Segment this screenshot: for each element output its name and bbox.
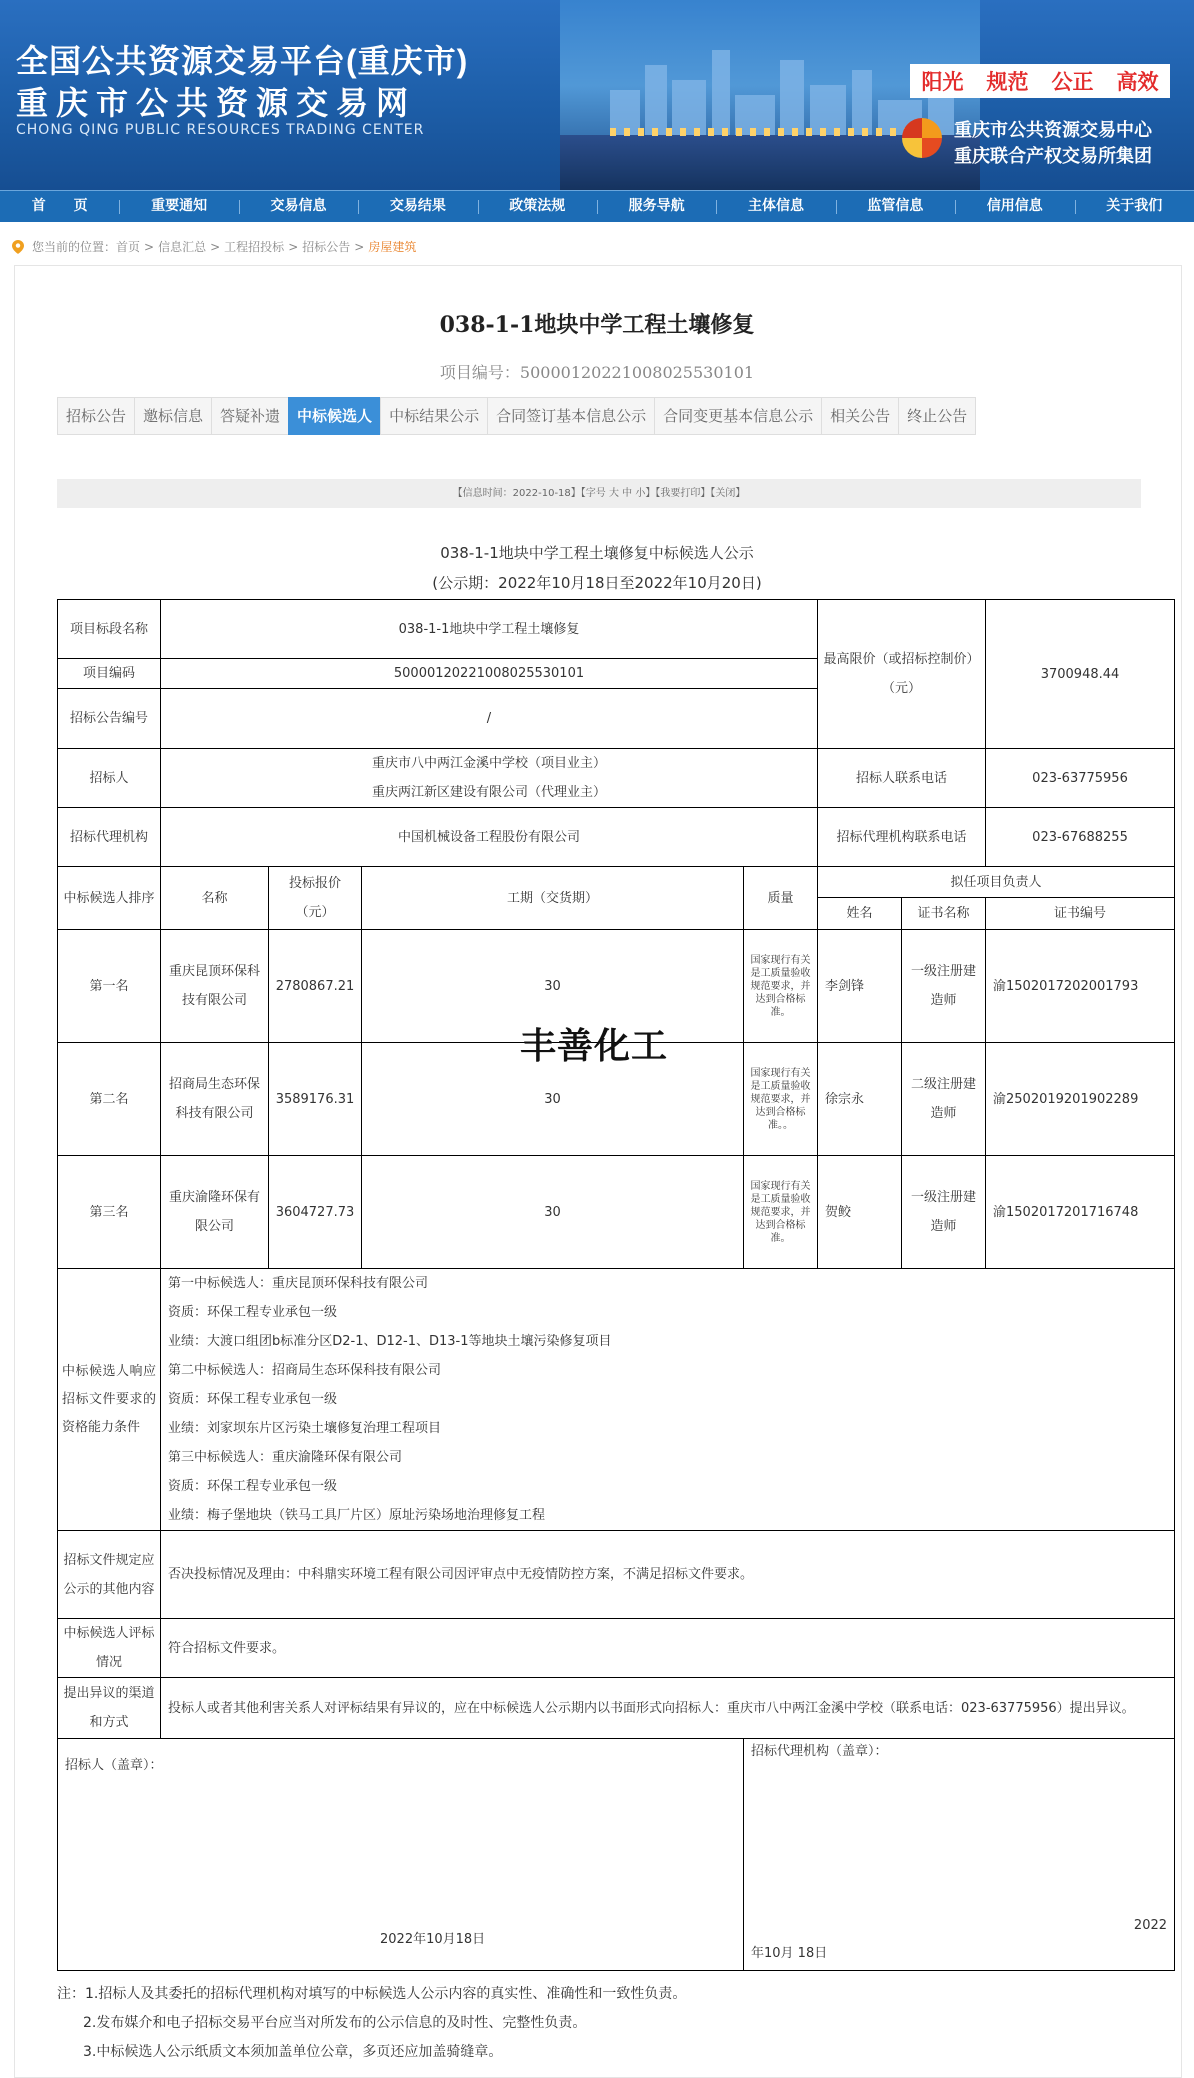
qualification-line: 业绩：梅子堡地块（铁马工具厂片区）原址污染场地治理修复工程 (168, 1508, 546, 1523)
label-agency-phone: 招标代理机构联系电话 (818, 808, 986, 867)
candidate-cert: 一级注册建造师 (902, 930, 986, 1043)
candidate-cert-no: 渝1502017202001793 (986, 930, 1175, 1043)
font-medium-button[interactable]: 中 (622, 488, 633, 499)
value-tenderer (161, 749, 818, 808)
footnote-2: 2.发布媒介和电子招标交易平台应当对所发布的公示信息的及时性、完整性负责。 (83, 2015, 587, 2031)
close-button[interactable]: 【关闭】 (710, 488, 746, 499)
project-code: 项目编号：500001202210080255301​01 (439, 363, 755, 382)
candidate-period: 30 (362, 930, 744, 1043)
candidate-person: 李剑锋 (818, 930, 902, 1043)
breadcrumb-sep: > (288, 239, 299, 254)
breadcrumb-tender-notices[interactable]: 招标公告 (302, 240, 351, 254)
breadcrumb-home[interactable]: 首页 (116, 240, 141, 254)
header-person: 姓名 (818, 898, 902, 930)
tab-invitation[interactable]: 邀标信息 (134, 397, 212, 435)
candidate-quality: 国家现行有关是工质量验收规范要求，并达到合格标准。。 (744, 1043, 818, 1156)
candidate-cert: 一级注册建造师 (902, 1156, 986, 1269)
breadcrumb-prefix: 您当前的位置： (32, 240, 117, 254)
header-price: 投标报价（元） (269, 867, 362, 930)
table-row (58, 1156, 1175, 1269)
site-title: 全国公共资源交易平台(重庆市) (16, 43, 469, 79)
info-time: 【信息时间：2022-10-18】 (452, 488, 581, 499)
candidate-period: 30 (362, 1043, 744, 1156)
tenderer-line-2: 重庆两江新区建设有限公司（代理业主） (371, 785, 606, 800)
font-large-button[interactable]: 大 (608, 488, 619, 499)
value-objection: 投标人或者其他利害关系人对评标结果有异议的，应在中标候选人公示期内以书面形式向招标人：重庆市八中两江金溪中学校（联系电话：023-63775956）提出异议。 (161, 1678, 1175, 1739)
site-title-english: CHONG QING PUBLIC RESOURCES TRADING CENTER (16, 122, 425, 138)
candidate-price: 3604727.73 (269, 1156, 362, 1269)
nav-supervision[interactable]: 监管信息 (836, 191, 955, 222)
label-project-code: 项目编码 (58, 659, 161, 689)
value-tenderer-phone: 023-63775956 (986, 749, 1175, 808)
org-name-1: 重庆市公共资源交易中心 (954, 120, 1152, 141)
value-qualification (161, 1269, 1175, 1531)
value-notice-no: / (161, 689, 818, 749)
slogan-item: 阳光 (921, 71, 964, 94)
nav-about[interactable]: 关于我们 (1075, 191, 1194, 222)
footnote-3: 3.中标候选人公示纸质文本须加盖单位公章，多页还应加盖骑缝章。 (83, 2044, 503, 2060)
breadcrumb-sep: > (354, 239, 365, 254)
header-cert-no: 证书编号 (986, 898, 1175, 930)
print-button[interactable]: 【我要打印】 (655, 488, 711, 499)
value-section-name: 038-1-1地块中学工程土壤修复 (161, 600, 818, 659)
tab-candidates[interactable]: 中标候选人 (288, 397, 381, 435)
tab-contract-change[interactable]: 合同变更基本信息公示 (654, 397, 822, 435)
value-other-content: 否决投标情况及理由：中科鼎实环境工程有限公司因评审点中无疫情防控方案，不满足招标文件要求。 (161, 1531, 1175, 1619)
candidate-name: 重庆昆顶环保科技有限公司 (161, 930, 269, 1043)
qualification-line: 资质：环保工程专业承包一级 (168, 1392, 338, 1407)
agency-seal-year: 2022 (1133, 1918, 1168, 1933)
tab-termination[interactable]: 终止公告 (898, 397, 976, 435)
tab-related[interactable]: 相关公告 (821, 397, 899, 435)
nav-home[interactable]: 首 页 (31, 198, 88, 214)
label-tenderer-phone: 招标人联系电话 (818, 749, 986, 808)
qualification-line: 第二中标候选人：招商局生态环保科技有限公司 (168, 1363, 442, 1378)
tenderer-line-1: 重庆市八中两江金溪中学校（项目业主） (371, 756, 606, 771)
breadcrumb-current[interactable]: 房屋建筑 (368, 240, 417, 254)
header-manager: 拟任项目负责人 (818, 867, 1175, 898)
nav-services[interactable]: 服务导航 (597, 191, 716, 222)
label-other-content: 招标文件规定应公示的其他内容 (58, 1531, 161, 1619)
tab-qa[interactable]: 答疑补遗 (211, 397, 289, 435)
tenderer-seal-cell (58, 1739, 744, 1971)
value-agency-phone: 023-67688255 (986, 808, 1175, 867)
notice-period: (公示期：2022年10月18日至2022年10月20日) (432, 574, 762, 592)
footnote-1: 注：1.招标人及其委托的招标代理机构对填写的中标候选人公示内容的真实性、准确性和一致性负责。 (57, 1986, 687, 2002)
nav-trade-info[interactable]: 交易信息 (239, 191, 358, 222)
candidate-quality: 国家现行有关是工质量验收规范要求，并达到合格标准。 (744, 1156, 818, 1269)
candidate-rank: 第二名 (58, 1043, 161, 1156)
candidate-rank: 第一名 (58, 930, 161, 1043)
label-qualification: 中标候选人响应招标文件要求的资格能力条件 (58, 1269, 161, 1531)
font-small-button[interactable]: 小】 (635, 488, 656, 499)
value-project-code: 500001202210080255301​01 (161, 659, 818, 689)
page-title: 038-1-1地块中学工程土壤修复 (439, 312, 755, 338)
info-bar (57, 479, 1141, 508)
tenderer-seal-label: 招标人（盖章）： (65, 1758, 163, 1773)
label-objection: 提出异议的渠道和方式 (58, 1678, 161, 1739)
nav-policies[interactable]: 政策法规 (478, 191, 597, 222)
qualification-line: 业绩：大渡口组团b标准分区D2-1、D12-1、D13-1等地块土壤污染修复项目 (168, 1334, 612, 1349)
org-logo-icon (902, 118, 942, 158)
tab-result[interactable]: 中标结果公示 (380, 397, 488, 435)
candidate-person: 徐宗永 (818, 1043, 902, 1156)
slogan-item: 规范 (986, 71, 1029, 94)
label-section-name: 项目标段名称 (58, 600, 161, 659)
tenderer-seal-date: 2022年10月18日 (380, 1932, 486, 1947)
org-name-2: 重庆联合产权交易所集团 (954, 146, 1152, 167)
candidate-person: 贺鲛 (818, 1156, 902, 1269)
site-banner (0, 0, 1194, 190)
breadcrumb-summary[interactable]: 信息汇总 (158, 240, 207, 254)
agency-seal-label: 招标代理机构（盖章）： (751, 1744, 888, 1759)
header-quality: 质量 (744, 867, 818, 930)
slogan-item: 高效 (1116, 71, 1159, 94)
header-name: 名称 (161, 867, 269, 930)
nav-credit[interactable]: 信用信息 (955, 191, 1074, 222)
location-pin-icon (12, 240, 24, 254)
candidate-price: 3589176.31 (269, 1043, 362, 1156)
tab-tender-notice[interactable]: 招标公告 (57, 397, 135, 435)
font-size-label: 【字号 (580, 488, 606, 499)
label-notice-no: 招标公告编号 (58, 689, 161, 749)
candidate-period: 30 (362, 1156, 744, 1269)
breadcrumb-engineering[interactable]: 工程招投标 (224, 240, 285, 254)
site-subtitle: 重庆市公共资源交易网 (16, 85, 417, 121)
nav-trade-results[interactable]: 交易结果 (358, 191, 477, 222)
value-evaluation: 符合招标文件要求。 (161, 1619, 1175, 1678)
main-nav (0, 190, 1194, 222)
notice-tabs (57, 397, 975, 435)
candidate-name: 招商局生态环保科技有限公司 (161, 1043, 269, 1156)
qualification-line: 第三中标候选人：重庆渝隆环保有限公司 (168, 1450, 403, 1465)
watermark-text: 丰善化工 (520, 1026, 669, 1067)
footnotes (57, 1980, 686, 2067)
slogan-item: 公正 (1051, 71, 1094, 94)
agency-seal-cell (744, 1739, 1175, 1971)
qualification-line: 业绩：刘家坝东片区污染土壤修复治理工程项目 (168, 1421, 442, 1436)
label-max-price: 最高限价（或招标控制价）（元） (818, 600, 986, 749)
nav-entities[interactable]: 主体信息 (716, 191, 835, 222)
nav-notices[interactable]: 重要通知 (119, 191, 238, 222)
breadcrumb-sep: > (144, 239, 155, 254)
value-agency: 中国机械设备工程股份有限公司 (161, 808, 818, 867)
candidate-cert: 二级注册建造师 (902, 1043, 986, 1156)
candidate-cert-no: 渝2502019201902289 (986, 1043, 1175, 1156)
candidate-name: 重庆渝隆环保有限公司 (161, 1156, 269, 1269)
notice-title: 038-1-1地块中学工程土壤修复中标候选人公示 (440, 544, 754, 562)
label-agency: 招标代理机构 (58, 808, 161, 867)
candidate-price: 2780867.21 (269, 930, 362, 1043)
breadcrumb (12, 238, 416, 255)
value-max-price: 3700948.44 (986, 600, 1175, 749)
city-lights-graphic (610, 128, 940, 136)
breadcrumb-sep: > (210, 239, 221, 254)
candidate-cert-no: 渝1502017201716748 (986, 1156, 1175, 1269)
header-rank: 中标候选人排序 (58, 867, 161, 930)
header-cert-name: 证书名称 (902, 898, 986, 930)
candidate-quality: 国家现行有关是工质量验收规范要求，并达到合格标准。 (744, 930, 818, 1043)
agency-seal-date: 年10月 18日 (751, 1946, 828, 1961)
qualification-line: 资质：环保工程专业承包一级 (168, 1305, 338, 1320)
label-evaluation: 中标候选人评标情况 (58, 1619, 161, 1678)
label-tenderer: 招标人 (58, 749, 161, 808)
header-period: 工期（交货期） (362, 867, 744, 930)
candidate-table (57, 599, 1175, 1971)
slogan-box (910, 64, 1170, 98)
tab-contract-signing[interactable]: 合同签订基本信息公示 (487, 397, 655, 435)
candidate-rank: 第三名 (58, 1156, 161, 1269)
qualification-line: 资质：环保工程专业承包一级 (168, 1479, 338, 1494)
qualification-line: 第一中标候选人：重庆昆顶环保科技有限公司 (168, 1276, 429, 1291)
